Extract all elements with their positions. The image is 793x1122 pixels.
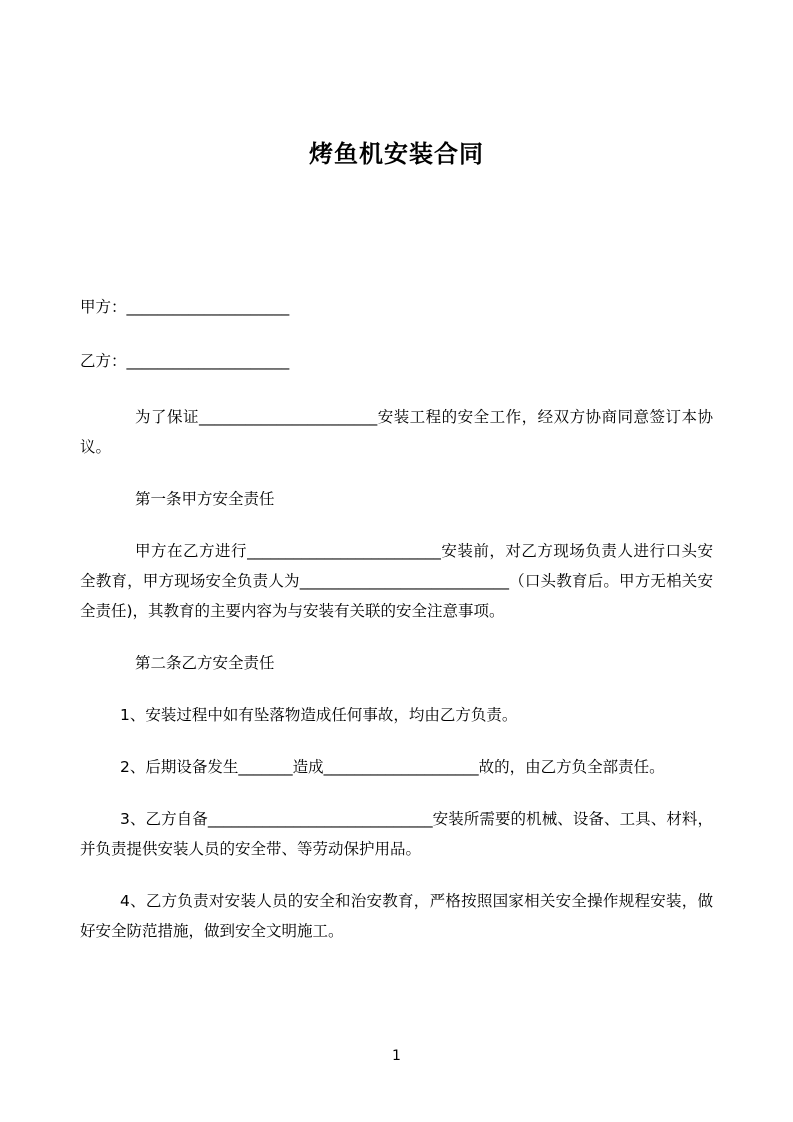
party-b-blank-line: _____________________ [126, 352, 290, 370]
article-2-item-2 [80, 752, 713, 782]
page-number: 1 [392, 1048, 401, 1064]
article-2-heading: 第二条乙方安全责任 [135, 654, 275, 672]
article-1-body [80, 536, 713, 626]
article-1-blank-project: _________________________ [247, 542, 441, 560]
item-2-text-3: 故的，由乙方负全部责任。 [478, 758, 665, 776]
article-1-blank-person: ___________________________ [299, 572, 509, 590]
article-1-text-3: （口头教育后。甲方无桘关安全责任)，其教育的主要内容为与安装有关联的安全注意事项。 [80, 572, 713, 620]
party-a-blank-line: _____________________ [126, 298, 290, 316]
article-1-heading: 第一条甲方安全责任 [135, 490, 275, 508]
intro-text-1: 为了保证 [135, 408, 199, 426]
item-2-blank-1: _______ [238, 758, 293, 776]
intro-blank-project-name: _______________________ [198, 408, 378, 426]
article-2-item-1: 1、安装过程中如有坠落物造成任何事故，均由乙方负责。 [120, 706, 518, 724]
item-3-text-1: 3、乙方自备 [120, 810, 208, 828]
item-2-text-1: 2、后期设备发生 [120, 758, 239, 776]
party-b-line [80, 346, 713, 376]
item-3-blank-1: _____________________________ [207, 810, 433, 828]
item-2-text-2: 造成 [292, 758, 324, 776]
article-2-item-3 [80, 804, 713, 864]
page-title: 烤鱼机安装合同 [309, 140, 484, 168]
party-b-label: 乙方： [80, 352, 127, 370]
intro-text-2: 安装工程的安全工作，经双方协商同意签订本协议。 [80, 408, 713, 456]
party-a-line [80, 292, 713, 322]
intro-paragraph [80, 402, 713, 462]
article-1-text-1: 甲方在乙方进行 [135, 542, 248, 560]
party-a-label: 甲方： [80, 298, 127, 316]
item-2-blank-2: ____________________ [323, 758, 479, 776]
article-2-item-4: 4、乙方负责对安装人员的安全和治安教育，严格按照国家相关安全操作规程安装，做好安全防范措施，做到安全文明施工。 [80, 892, 713, 940]
item-3-text-2: 安装所需要的机械、设备、工具、材料，并负责提供安装人员的安全带、等劳动保护用品。 [80, 810, 713, 858]
article-1-text-2: 安装前，对乙方现场负责人进行口头安全教育，甲方现场安全负责人为 [80, 542, 713, 590]
